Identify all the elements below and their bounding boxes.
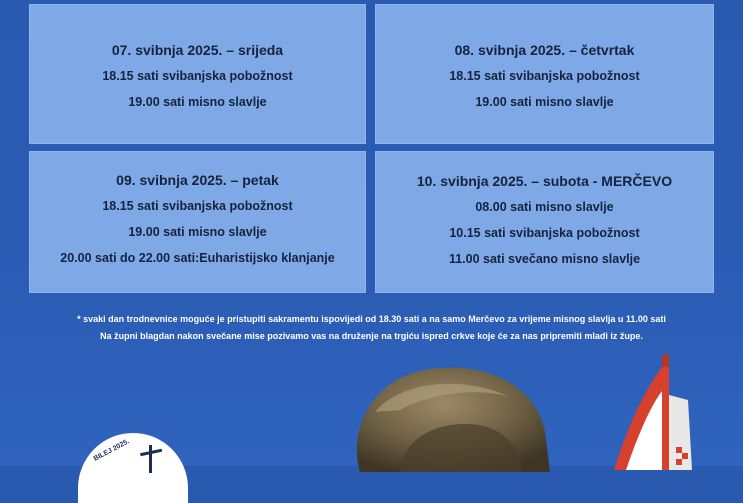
card-line: 18.15 sati svibanjska pobožnost (449, 69, 640, 83)
card-line: 18.15 sati svibanjska pobožnost (102, 69, 293, 83)
card-line: 19.00 sati misno slavlje (128, 95, 267, 109)
schedule-card-thursday (375, 4, 714, 144)
card-line: 18.15 sati svibanjska pobožnost (102, 199, 293, 213)
schedule-card-wednesday (29, 4, 366, 144)
card-line: 19.00 sati misno slavlje (475, 95, 614, 109)
schedule-card-friday (29, 151, 366, 293)
card-line: 19.00 sati misno slavlje (128, 225, 267, 239)
statue-head-image (340, 362, 555, 472)
card-heading: 09. svibnja 2025. – petak (116, 172, 279, 188)
logo-text: BILEJ 2025. (92, 438, 131, 463)
card-heading: 10. svibnja 2025. – subota - MERČEVO (416, 173, 673, 189)
cross-icon (78, 433, 188, 473)
card-line: 20.00 sati do 22.00 sati:Euharistijsko klanjanje (60, 251, 335, 265)
card-heading: 08. svibnja 2025. – četvrtak (454, 42, 635, 58)
gathering-note: Na župni blagdan nakon svečane mise pozivamo vas na druženje na trgiću ispred crkve koje će za nas pripremiti mladi iz župe. (100, 331, 643, 341)
card-line: 08.00 sati misno slavlje (475, 200, 614, 214)
confession-note: * svaki dan trodnevnice moguće je pristupiti sakramentu ispovijedi od 18.30 sati a na samo Merčevo za vrijeme misnog slavlja u 11.00 sati (77, 314, 666, 324)
jubilee-logo (78, 433, 188, 503)
schedule-card-saturday (375, 151, 714, 293)
flag-image (600, 355, 710, 470)
card-line: 11.00 sati svečano misno slavlje (448, 252, 641, 266)
card-heading: 07. svibnja 2025. – srijeda (111, 42, 284, 58)
card-line: 10.15 sati svibanjska pobožnost (449, 226, 640, 240)
